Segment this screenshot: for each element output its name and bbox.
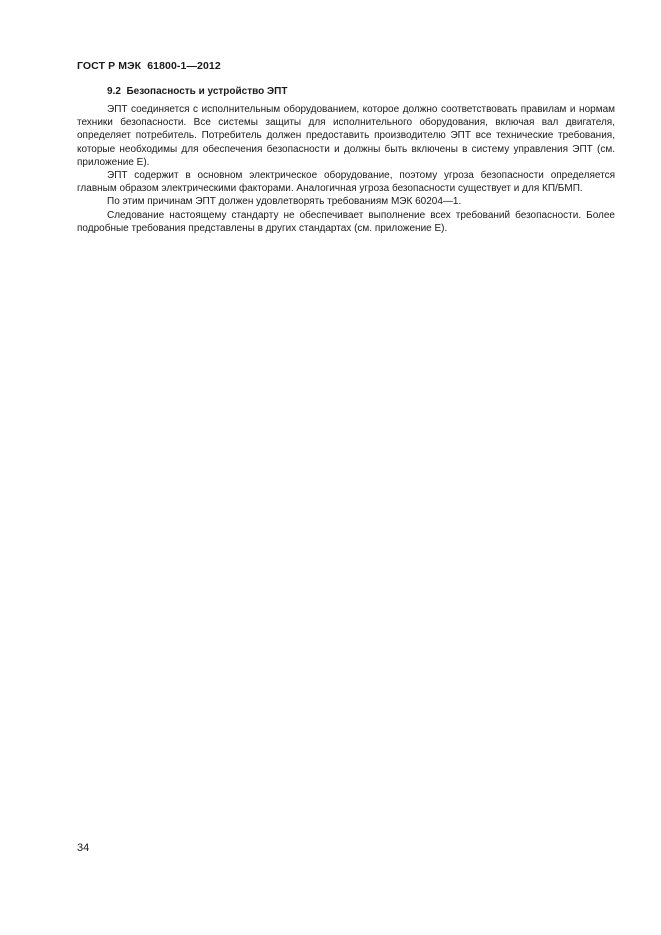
page-number: 34 — [77, 842, 90, 854]
section-title: 9.2 Безопасность и устройство ЭПТ — [107, 86, 288, 97]
paragraph-2: ЭПТ содержит в основном электрическое оборудование, поэтому угроза безопасности определяется главным образом электрическими факторами. Аналогичная угроза безопасности существует и для КП/БМП. — [77, 170, 615, 195]
document-header: ГОСТ Р МЭК 61800-1—2012 — [77, 60, 221, 72]
paragraph-4: Следование настоящему стандарту не обеспечивает выполнение всех требований безопасности. Более подробные требования представлены в других стандартах (см. приложение Е). — [77, 209, 615, 234]
paragraph-3: По этим причинам ЭПТ должен удовлетворять требованиям МЭК 60204—1. — [107, 196, 462, 208]
paragraph-1: ЭПТ соединяется с исполнительным оборудованием, которое должно соответствовать правилам и нормам техники безопасности. Все системы защиты для исполнительного оборудования, включая вал двигателя, определяет потребитель. Потребитель должен предоставить производителю ЭПТ все технические требования, которые необходимы для обеспечения безопасности и должны быть включены в систему управления ЭПТ (см. приложение Е). — [77, 104, 615, 168]
section-body — [77, 103, 615, 235]
